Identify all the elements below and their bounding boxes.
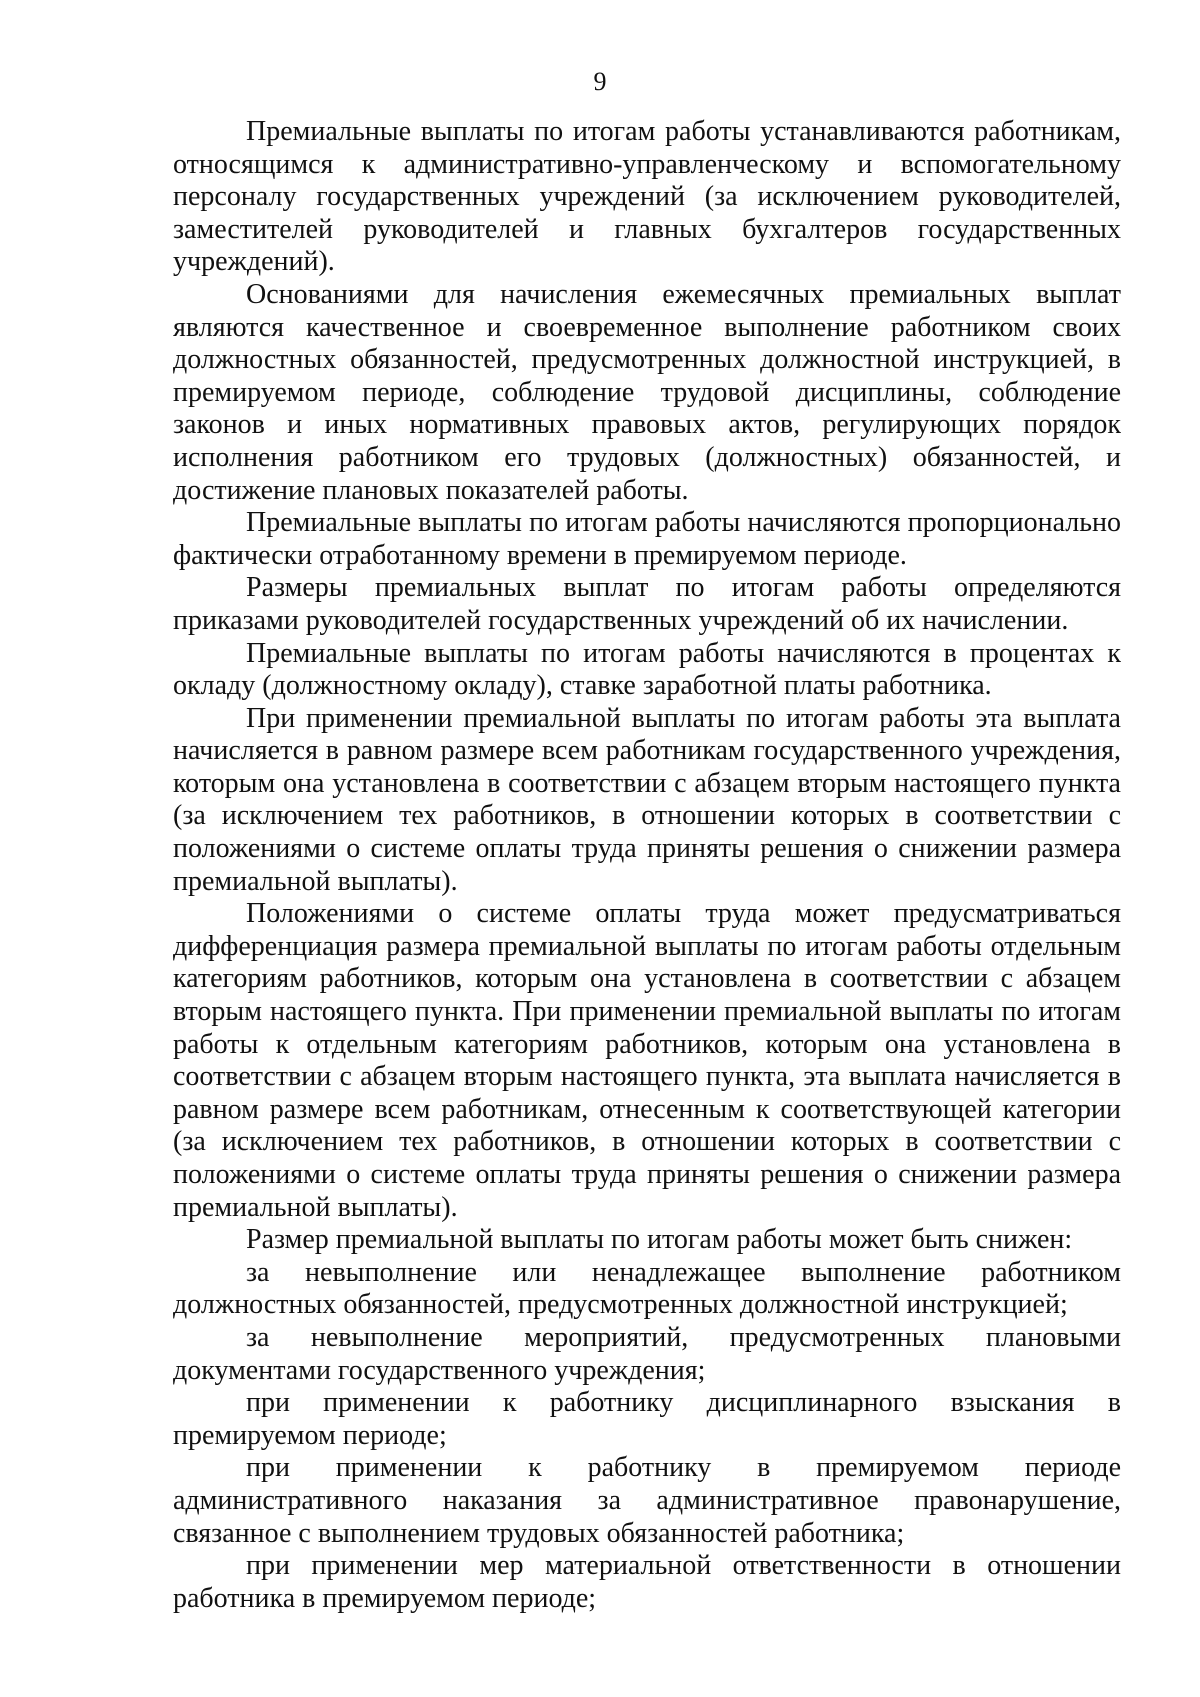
list-item-2: за невыполнение мероприятий, предусмотренных плановыми документами государственного учреждения; bbox=[173, 1321, 1121, 1386]
paragraph-3: Премиальные выплаты по итогам работы начисляются пропорционально фактически отработанному времени в премируемом периоде. bbox=[173, 507, 1121, 571]
paragraph-7: Положениями о системе оплаты труда может предусматриваться дифференциация размера премиальной выплаты по итогам работы отдельным категориям работников, которым она установлена в соответствии с абзацем вторым настоящего пункта. При применении премиальной выплаты по итогам работы к отдельным категориям работников, которым она установлена в соответствии с абзацем вторым настоящего пункта, эта выплата начисляется в равном размере всем работникам, отнесенным к соответствующей категории (за исключением тех работников, в отношении которых в соответствии с положениями о системе оплаты труда приняты решения о снижении размера премиальной выплаты). bbox=[173, 898, 1121, 1223]
paragraph-1: Премиальные выплаты по итогам работы устанавливаются работникам, относящимся к административно-управленческому и вспомогательному персоналу государственных учреждений (за исключением руководителей, заместителей руководителей и главных бухгалтеров государственных учреждений). bbox=[173, 116, 1121, 278]
paragraph-5: Премиальные выплаты по итогам работы начисляются в процентах к окладу (должностному окладу), ставке заработной платы работника. bbox=[173, 637, 1121, 702]
list-item-1: за невыполнение или ненадлежащее выполнение работником должностных обязанностей, предусмотренных должностной инструкцией; bbox=[173, 1256, 1121, 1321]
paragraph-2: Основаниями для начисления ежемесячных премиальных выплат являются качественное и своевременное выполнение работником своих должностных обязанностей, предусмотренных должностной инструкцией, в премируемом периоде, соблюдение трудовой дисциплины, соблюдение законов и иных нормативных правовых актов, регулирующих порядок исполнения работником его трудовых (должностных) обязанностей, и достижение плановых показателей работы. bbox=[173, 278, 1121, 506]
paragraph-8: Размер премиальной выплаты по итогам работы может быть снижен: bbox=[246, 1224, 1073, 1256]
list-item-4: при применении к работнику в премируемом периоде административного наказания за административное правонарушение, связанное с выполнением трудовых обязанностей работника; bbox=[173, 1452, 1121, 1549]
list-item-5: при применении мер материальной ответственности в отношении работника в премируемом периоде; bbox=[173, 1550, 1121, 1614]
paragraph-6: При применении премиальной выплаты по итогам работы эта выплата начисляется в равном размере всем работникам государственного учреждения, которым она установлена в соответствии с абзацем вторым настоящего пункта (за исключением тех работников, в отношении которых в соответствии с положениями о системе оплаты труда приняты решения о снижении размера премиальной выплаты). bbox=[173, 702, 1121, 897]
list-item-3: при применении к работнику дисциплинарного взыскания в премируемом периоде; bbox=[173, 1387, 1121, 1451]
paragraph-4: Размеры премиальных выплат по итогам работы определяются приказами руководителей государственных учреждений об их начислении. bbox=[173, 572, 1121, 636]
page-number: 9 bbox=[593, 67, 607, 96]
document-body bbox=[173, 116, 1121, 1615]
